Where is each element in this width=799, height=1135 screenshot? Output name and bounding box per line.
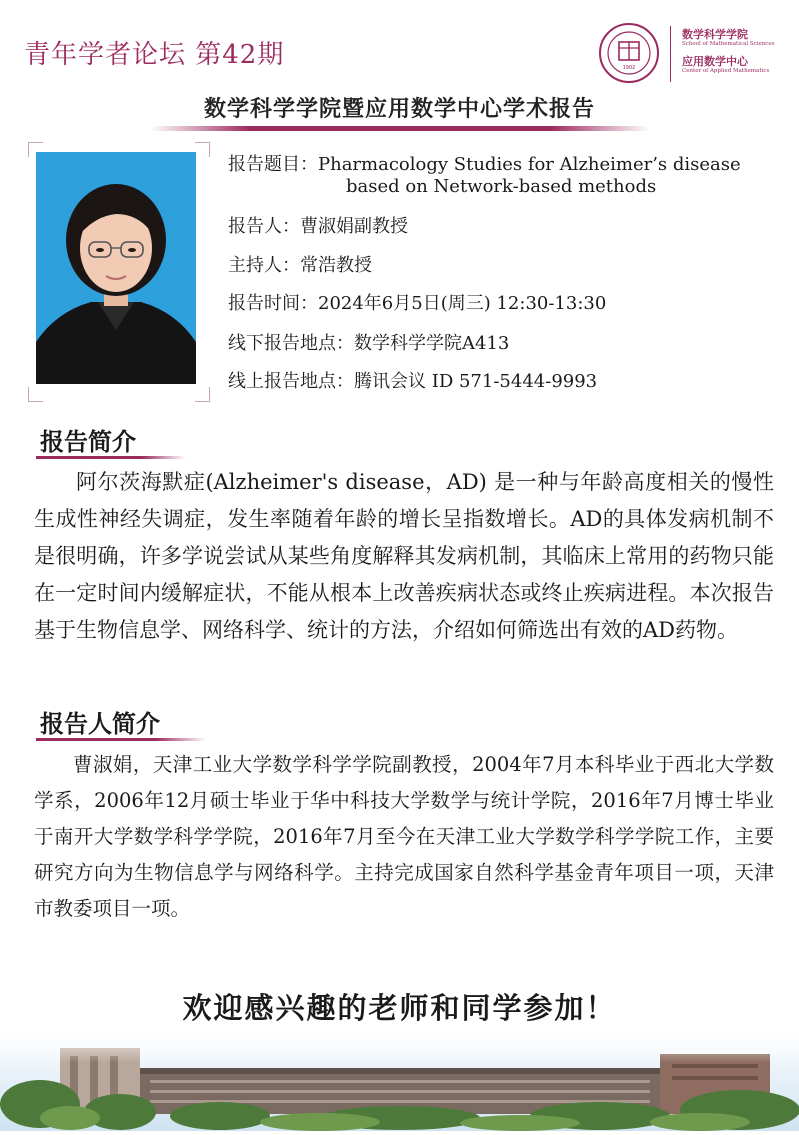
abstract-heading: 报告简介: [40, 427, 136, 456]
speaker-row: [228, 212, 408, 238]
time-value: 2024年6月5日(周三) 12:30-13:30: [318, 293, 607, 314]
logo-divider: [670, 26, 671, 82]
speaker-photo-frame: [28, 142, 210, 402]
bio-heading-underline: [36, 738, 206, 741]
speaker-label: 报告人：: [228, 216, 300, 237]
title-underline: [150, 126, 650, 131]
offline-location-label: 线下报告地点：: [228, 333, 354, 354]
talk-title-line2: based on Network-based methods: [346, 176, 657, 197]
bio-heading: 报告人简介: [40, 709, 160, 738]
bio-text: 曹淑娟，天津工业大学数学科学学院副教授，2004年7月本科毕业于西北大学数学系，2006年12月硕士毕业于华中科技大学数学与统计学院，2016年7月博士毕业于南开大学数学科学学院，2016年7月至今在天津工业大学数学科学学院工作，主要研究方向为生物信息学与网络科学。主持完成国家自然科学基金青年项目一项，天津市教委项目一项。: [34, 753, 774, 920]
speaker-photo: [36, 152, 196, 384]
talk-title-label: 报告题目：: [228, 154, 318, 175]
talk-title-row: [228, 150, 741, 176]
online-location-row: [228, 367, 597, 393]
center-name-cn: 应用数学中心: [682, 55, 748, 68]
host-name: 常浩教授: [300, 255, 372, 276]
university-emblem-icon: [598, 22, 660, 84]
svg-text:1902: 1902: [622, 65, 636, 71]
center-name-en: Center of Applied Mathematics: [682, 68, 770, 74]
abstract-text: 阿尔茨海默症(Alzheimer's disease，AD) 是一种与年龄高度相关的慢性生成性神经失调症，发生率随着年龄的增长呈指数增长。AD的具体发病机制不是很明确，许多学说尝试从某些角度解释其发病机制，其临床上常用的药物只能在一定时间内缓解症状，不能从根本上改善疾病状态或终止疾病进程。本次报告基于生物信息学、网络科学、统计的方法，介绍如何筛选出有效的AD药物。: [34, 470, 774, 642]
school-name-cn: 数学科学学院: [682, 28, 748, 41]
welcome-message: 欢迎感兴趣的老师和同学参加！: [182, 991, 617, 1025]
online-location-value: 腾讯会议 ID 571-5444-9993: [354, 371, 598, 392]
speaker-name: 曹淑娟副教授: [300, 216, 408, 237]
talk-title-line1: Pharmacology Studies for Alzheimer’s disease: [318, 154, 741, 175]
page-title: 数学科学学院暨应用数学中心学术报告: [203, 96, 595, 122]
host-row: [228, 251, 372, 277]
offline-location-row: [228, 329, 509, 355]
school-name-en: School of Mathematical Sciences: [682, 41, 775, 47]
host-label: 主持人：: [228, 255, 300, 276]
university-logo: [598, 22, 788, 84]
time-label: 报告时间：: [228, 293, 318, 314]
campus-scene-image: [0, 1026, 799, 1131]
offline-location-value: 数学科学学院A413: [354, 333, 510, 354]
online-location-label: 线上报告地点：: [228, 371, 354, 392]
forum-title: 青年学者论坛 第42期: [24, 40, 285, 70]
abstract-heading-underline: [36, 456, 186, 459]
time-row: [228, 289, 606, 315]
